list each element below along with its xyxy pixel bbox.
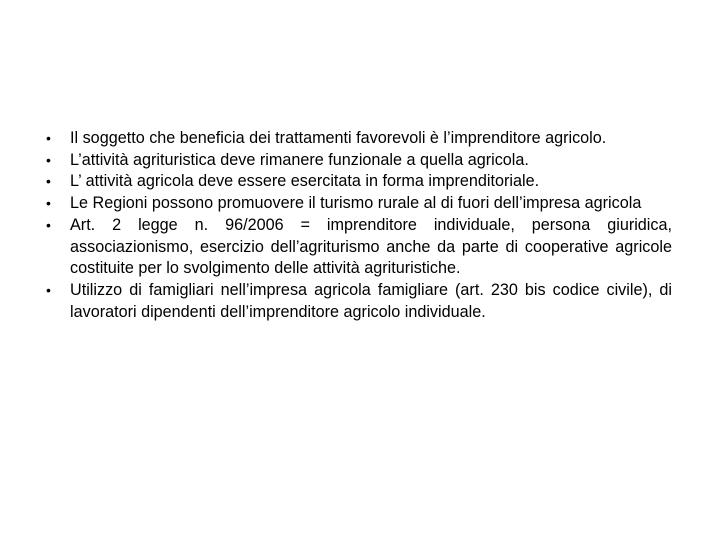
bullet-list bbox=[46, 128, 672, 323]
bullet-item-imprenditore bbox=[46, 128, 672, 150]
bullet-item-forma-imprenditoriale bbox=[46, 171, 672, 193]
bullet-text: Le Regioni possono promuovere il turismo rurale al di fuori dell’impresa agricola bbox=[70, 194, 642, 213]
bullet-text: Utilizzo di famigliari nell’impresa agricola famigliare (art. 230 bis codice civile), di lavoratori dipendenti dell’imprenditore agricolo individuale. bbox=[70, 280, 672, 321]
bullet-item-famigliari bbox=[46, 280, 672, 323]
bullet-item-legge-96-2006 bbox=[46, 215, 672, 280]
bullet-text: L’attività agrituristica deve rimanere funzionale a quella agricola. bbox=[70, 150, 529, 169]
bullet-item-funzionale bbox=[46, 150, 672, 172]
bullet-icon: • bbox=[46, 151, 51, 168]
bullet-icon: • bbox=[46, 173, 51, 190]
bullet-text: L’ attività agricola deve essere esercitata in forma imprenditoriale. bbox=[70, 172, 540, 191]
bullet-icon: • bbox=[46, 195, 51, 212]
bullet-text: Art. 2 legge n. 96/2006 = imprenditore individuale, persona giuridica, associazionismo, esercizio dell’agriturismo anche da parte di cooperative agricole costituite per lo svolgimento delle attività agrituristiche. bbox=[70, 215, 672, 278]
bullet-icon: • bbox=[46, 130, 51, 146]
bullet-icon: • bbox=[46, 281, 51, 298]
bullet-icon: • bbox=[46, 216, 51, 233]
bullet-item-regioni bbox=[46, 193, 672, 215]
bullet-text: Il soggetto che beneficia dei trattamenti favorevoli è l’imprenditore agricolo. bbox=[70, 129, 607, 147]
